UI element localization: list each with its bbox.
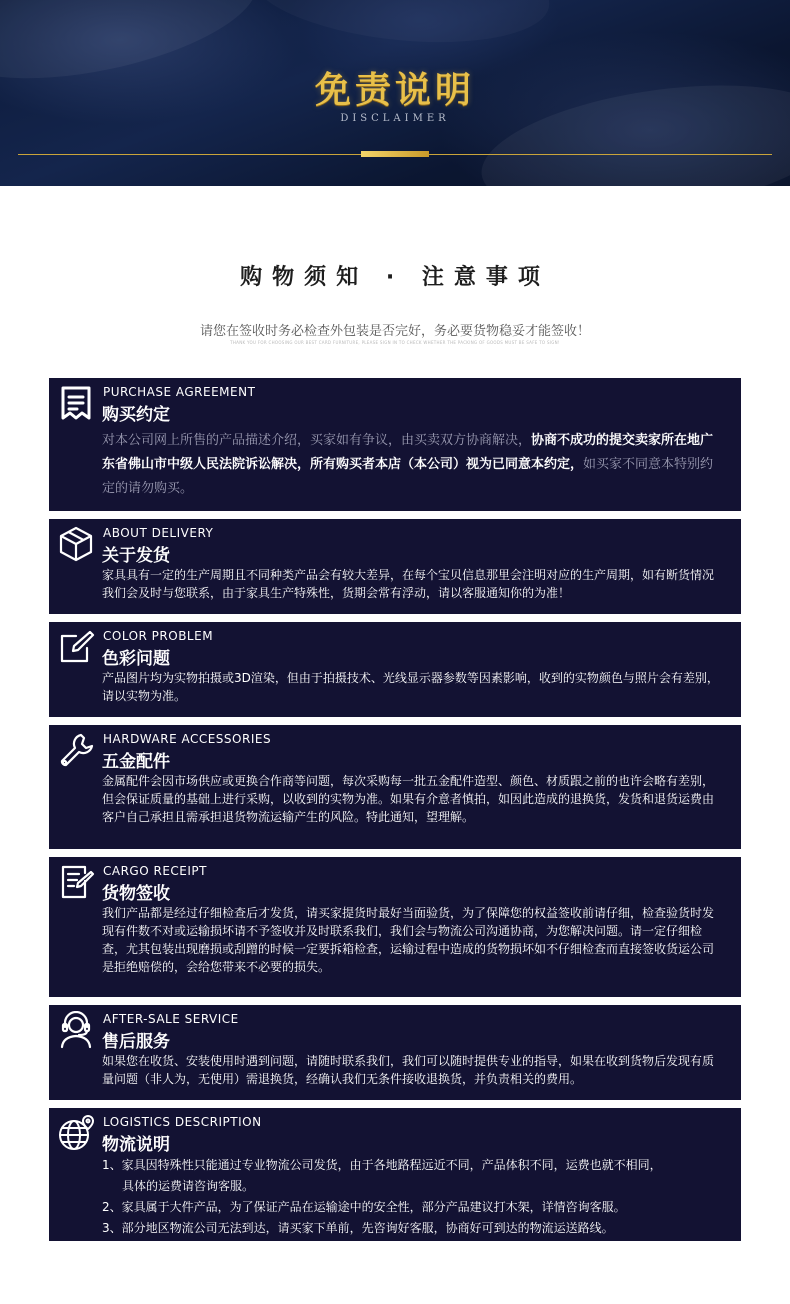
notice-subtitle-en: THANK YOU FOR CHOOSING OUR BEST CARD FURNITURE, PLEASE SIGN IN TO CHECK WHETHER THE PACKING OF GOODS MUST BE SAFE TO SIGN!	[230, 340, 560, 345]
receipt-icon	[57, 863, 95, 901]
headset-icon	[57, 1011, 95, 1049]
card-body: 家具具有一定的生产周期且不同种类产品会有较大差异，在每个宝贝信息那里会注明对应的生产周期，如有断货情况我们会及时与您联系，由于家具生产特殊性，货期会常有浮动，请以客服通知你的为准！	[102, 568, 715, 600]
card-title: 货物签收	[102, 884, 170, 904]
card-title-en: ABOUT DELIVERY	[103, 526, 214, 540]
card-title: 购买约定	[102, 405, 170, 425]
card-after-sale-service	[49, 1005, 741, 1100]
card-title-en: HARDWARE ACCESSORIES	[103, 732, 272, 746]
card-body	[102, 429, 725, 501]
notice-title: 购物须知 · 注意事项	[240, 265, 550, 290]
card-title-en: PURCHASE AGREEMENT	[103, 385, 256, 399]
banner-divider-accent	[361, 151, 429, 157]
card-title: 关于发货	[102, 546, 170, 566]
card-title: 五金配件	[102, 752, 170, 772]
card-about-delivery	[49, 519, 741, 614]
banner-title: 免责说明	[314, 69, 475, 111]
card-title: 物流说明	[102, 1135, 170, 1155]
card-body-muted: 如买家不同意本特别约定的请勿购买。	[102, 457, 714, 496]
disclaimer-banner	[0, 0, 790, 186]
card-hardware-accessories	[49, 725, 741, 849]
card-body	[102, 1155, 725, 1239]
card-body: 产品图片均为实物拍摄或3D渲染，但由于拍摄技术、光线显示器参数等因素影响，收到的实物颜色与照片会有差别，请以实物为准。	[102, 671, 719, 703]
notice-subtitle: 请您在签收时务必检查外包装是否完好，务必要货物稳妥才能签收！	[199, 324, 590, 339]
card-title-en: AFTER-SALE SERVICE	[103, 1012, 239, 1026]
banner-subtitle: DISCLAIMER	[340, 113, 450, 124]
list-item: 1、家具因特殊性只能通过专业物流公司发货，由于各地路程远近不同，产品体积不同，运费也就不相同，	[102, 1158, 662, 1172]
card-color-problem	[49, 622, 741, 717]
card-title-en: LOGISTICS DESCRIPTION	[103, 1115, 262, 1129]
wrench-icon	[57, 731, 95, 769]
card-title: 售后服务	[102, 1032, 170, 1052]
card-purchase-agreement	[49, 378, 741, 511]
edit-icon	[57, 628, 95, 666]
card-title-en: CARGO RECEIPT	[103, 864, 207, 878]
banner-fabric-fold	[246, 0, 555, 55]
card-body: 如果您在收货、安装使用时遇到问题，请随时联系我们，我们可以随时提供专业的指导，如果在收到货物后发现有质量问题（非人为，无使用）需退换货，经确认我们无条件接收退换货，并负责相关的费用。	[102, 1054, 715, 1086]
card-body-muted: 对本公司网上所售的产品描述介绍，买家如有争议，由买卖双方协商解决，	[102, 433, 532, 448]
card-cargo-receipt	[49, 857, 741, 997]
globe-pin-icon	[57, 1114, 95, 1152]
box-icon	[57, 525, 95, 563]
document-list-icon	[57, 384, 95, 422]
card-title: 色彩问题	[102, 649, 170, 669]
card-logistics-description	[49, 1108, 741, 1241]
list-item: 具体的运费请咨询客服。	[122, 1179, 255, 1193]
list-item: 2、家具属于大件产品，为了保证产品在运输途中的安全性，部分产品建议打木架，详情咨询客服。	[102, 1200, 626, 1214]
card-body-strong: 协商不成功的提交卖家所在地广东省佛山市中级人民法院诉讼解决，所有购买者本店（本公司）视为已同意本约定，	[102, 433, 714, 472]
list-item: 3、部分地区物流公司无法到达，请买家下单前，先咨询好客服，协商好可到达的物流运送路线。	[102, 1221, 614, 1235]
card-body: 金属配件会因市场供应或更换合作商等问题，每次采购每一批五金配件造型、颜色、材质跟之前的也许会略有差别，但会保证质量的基础上进行采购，以收到的实物为准。如果有介意者慎拍，如因此造成的退换货，发货和退货运费由客户自己承担且需承担退货物流运输产生的风险。特此通知，望理解。	[102, 774, 715, 824]
card-title-en: COLOR PROBLEM	[103, 629, 214, 643]
card-body: 我们产品都是经过仔细检查后才发货，请买家提货时最好当面验货，为了保障您的权益签收前请仔细，检查验货时发现有件数不对或运输损坏请不予签收并及时联系我们，我们会与物流公司沟通协商，为您解决问题。请一定仔细检查，尤其包装出现磨损或刮蹭的时候一定要拆箱检查，运输过程中造成的货物损坏如不仔细检查而直接签收货运公司是拒绝赔偿的，会给您带来不必要的损失。	[102, 906, 715, 974]
